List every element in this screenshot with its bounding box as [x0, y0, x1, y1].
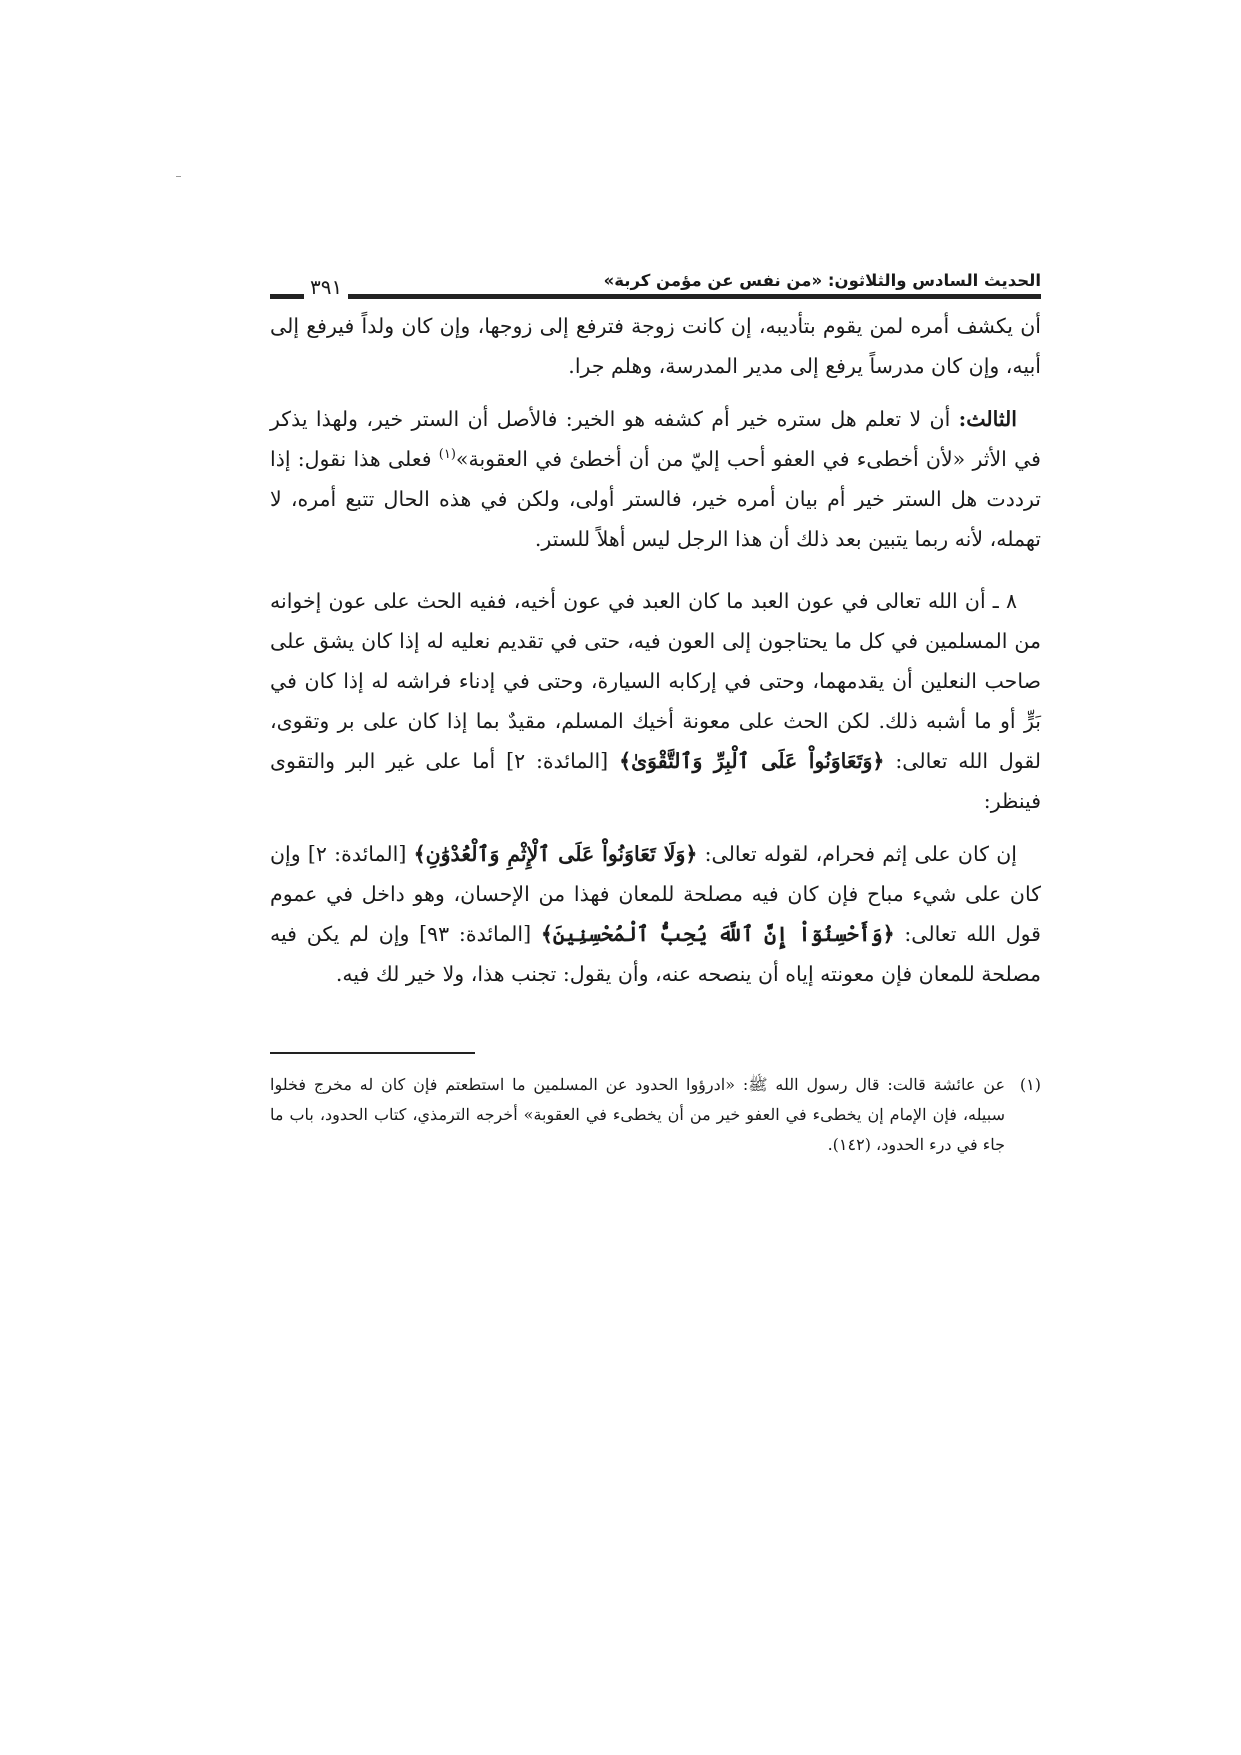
- paragraph-4: إن كان على إثم فحرام، لقوله تعالى: ﴿وَلَا تَعَاوَنُواْ عَلَى ٱلْإِثْمِ وَٱلْعُدْوَٰنِ﴾ [المائدة: ٢] وإن كان على شيء مباح فإن كان فيه مصلحة للمعان فهذا من الإحسان، وهو داخل في عموم قول الله تعالى: ﴿وَأَحْسِنُوٓاْ إِنَّ ٱللَّهَ يُحِبُّ ٱلْمُحْسِنِينَ﴾ [المائدة: ٩٣] وإن لم يكن فيه مصلحة للمعان فإن معونته إياه أن ينصحه عنه، وأن يقول: تجنب هذا، ولا خير لك فيه.: [270, 842, 1041, 986]
- footnote: [270, 1070, 1041, 1160]
- quran-verse: ﴿وَتَعَاوَنُواْ عَلَى ٱلْبِرِّ وَٱلتَّقْوَىٰ﴾: [619, 749, 885, 773]
- paragraph-lead-word: الثالث:: [958, 407, 1017, 431]
- main-text: [270, 306, 1041, 994]
- paragraph-3: ٨ ـ أن الله تعالى في عون العبد ما كان العبد في عون أخيه، ففيه الحث على عون إخوانه من المسلمين في كل ما يحتاجون إلى العون فيه، حتى في تقديم نعليه له إذا كان يشق على صاحب النعلين أن يقدمهما، وحتى في إركابه السيارة، وحتى في إدناء فراشه له إذا كان في بَرٍّ أو ما أشبه ذلك. لكن الحث على معونة أخيك المسلم، مقيدٌ بما إذا كان على بر وتقوى، لقول الله تعالى: ﴿وَتَعَاوَنُواْ عَلَى ٱلْبِرِّ وَٱلتَّقْوَىٰ﴾ [المائدة: ٢] أما على غير البر والتقوى فينظر:: [270, 589, 1041, 813]
- quran-verse: ﴿وَلَا تَعَاوَنُواْ عَلَى ٱلْإِثْمِ وَٱلْعُدْوَٰنِ﴾: [413, 842, 698, 866]
- paragraph-1: أن يكشف أمره لمن يقوم بتأديبه، إن كانت زوجة فترفع إلى زوجها، وإن كان ولداً فيرفع إلى أبيه، وإن كان مدرساً يرفع إلى مدير المدرسة، وهلم جرا.: [270, 314, 1041, 378]
- footnote-divider: [270, 1052, 475, 1054]
- running-head-rule: [270, 294, 1041, 299]
- running-head: [270, 270, 1041, 306]
- running-head-title: الحديث السادس والثلاثون: «من نفس عن مؤمن كربة»: [603, 271, 1041, 290]
- scan-speck: [176, 176, 181, 177]
- page-number: ٣٩١: [304, 275, 348, 299]
- footnote-reference: (١): [438, 447, 456, 463]
- footnote-marker: (١): [1019, 1075, 1041, 1094]
- paragraph-2: الثالث: أن لا تعلم هل ستره خير أم كشفه هو الخير: فالأصل أن الستر خير، ولهذا يذكر في الأثر «لأن أخطىء في العفو أحب إليّ من أن أخطئ في العقوبة»$^{(١)}$ فعلى هذا نقول: إذا ترددت هل الستر خير أم بيان أمره خير، فالستر أولى، ولكن في هذه الحال تتبع أمره، لا تهمله، لأنه ربما يتبين بعد ذلك أن هذا الرجل ليس أهلاً للستر.: [270, 407, 1041, 551]
- quran-verse: ﴿وَأَحْسِنُوٓاْ إِنَّ ٱللَّهَ يُحِبُّ ٱلْمُحْسِنِينَ﴾: [540, 922, 895, 946]
- footnote-text: عن عائشة قالت: قال رسول الله ﷺ: «ادرؤوا الحدود عن المسلمين ما استطعتم فإن كان له مخرج فخلوا سبيله، فإن الإمام إن يخطىء في العفو خير من أن يخطىء في العقوبة» أخرجه الترمذي، كتاب الحدود، باب ما جاء في درء الحدود، (١٤٢).: [270, 1075, 1005, 1154]
- book-page: [270, 270, 1041, 1160]
